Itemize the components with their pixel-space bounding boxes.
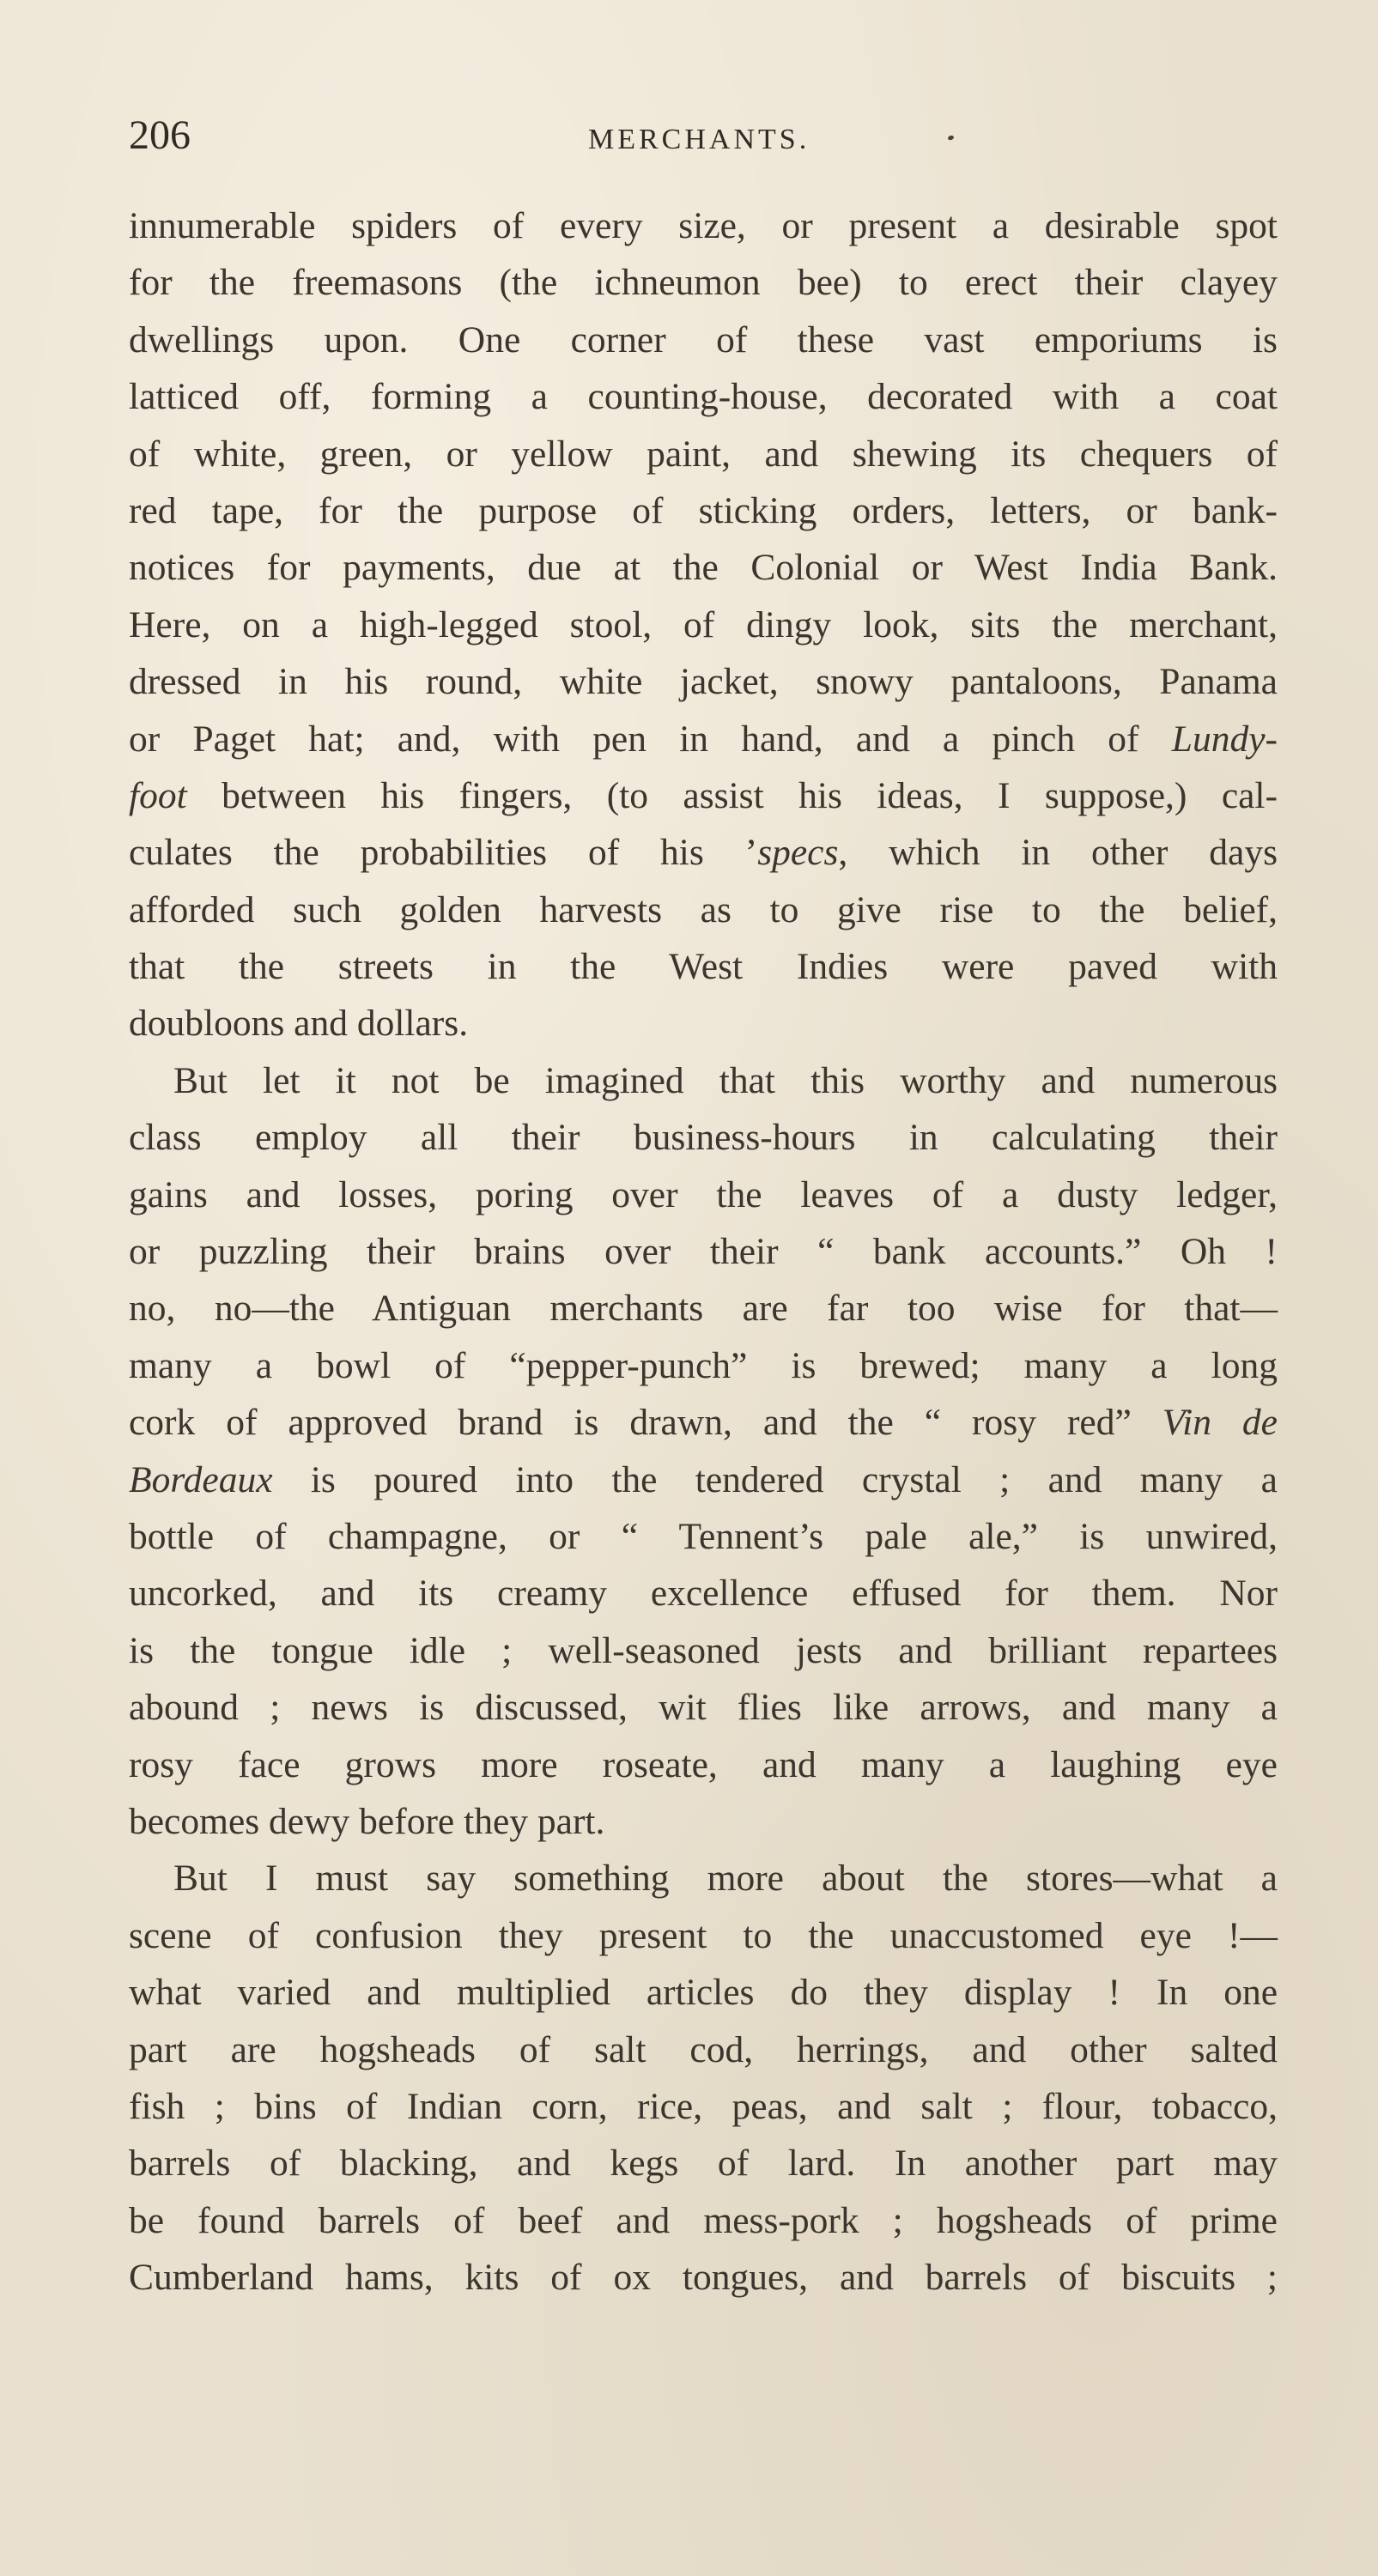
running-head: MERCHANTS. xyxy=(588,124,810,155)
text-line: dressed in his round, white jacket, snowy pantaloons, Panama xyxy=(129,661,1278,703)
text-line: scene of confusion they present to the unaccustomed eye !— xyxy=(129,1914,1278,1956)
text-line: that the streets in the West Indies were paved with xyxy=(129,946,1278,988)
text-line xyxy=(129,1394,1278,1451)
text-line: part are hogsheads of salt cod, herrings, and other salted xyxy=(129,2028,1278,2070)
text-line: red tape, for the purpose of sticking orders, letters, or bank- xyxy=(129,489,1278,531)
text-segment: cork of approved brand is drawn, and the “ rosy red” xyxy=(129,1402,1162,1444)
text-line: or puzzling their brains over their “ bank accounts.” Oh ! xyxy=(129,1231,1278,1273)
text-line: is the tongue idle ; well-seasoned jests and brilliant repartees xyxy=(129,1629,1278,1671)
text-line: barrels of blacking, and kegs of lard. In another part may xyxy=(129,2143,1278,2185)
text-line: what varied and multiplied articles do they display ! In one xyxy=(129,1972,1278,2014)
text-line: be found barrels of beef and mess-pork ; hogsheads of prime xyxy=(129,2199,1278,2241)
italic-word: Lundy- xyxy=(1171,718,1278,760)
text-line: Cumberland hams, kits of ox tongues, and barrels of biscuits ; xyxy=(129,2257,1278,2299)
italic-word: foot xyxy=(129,774,187,816)
paragraph-start-line: But let it not be imagined that this worthy and numerous xyxy=(173,1059,1278,1101)
page-header xyxy=(129,112,1279,172)
text-line: abound ; news is discussed, wit flies like arrows, and many a xyxy=(129,1687,1278,1729)
text-line xyxy=(129,824,1278,881)
text-segment: is poured into the tendered crystal ; and many a xyxy=(272,1458,1278,1500)
text-line: gains and losses, poring over the leaves of a dusty ledger, xyxy=(129,1173,1278,1215)
text-segment: culates the probabilities of his ’ xyxy=(129,832,758,874)
text-line: of white, green, or yellow paint, and shewing its chequers of xyxy=(129,433,1278,475)
text-line: for the freemasons (the ichneumon bee) to erect their clayey xyxy=(129,262,1278,304)
text-line: class employ all their business-hours in calculating their xyxy=(129,1117,1278,1159)
text-line: no, no—the Antiguan merchants are far too wise for that— xyxy=(129,1288,1278,1330)
italic-word: Vin de xyxy=(1162,1402,1278,1444)
paragraph-end-line: doubloons and dollars. xyxy=(129,1003,469,1045)
text-line: bottle of champagne, or “ Tennent’s pale ale,” is unwired, xyxy=(129,1515,1278,1557)
page-number: 206 xyxy=(129,112,191,158)
paragraph-start-line: But I must say something more about the stores—what a xyxy=(173,1858,1278,1900)
text-line: innumerable spiders of every size, or present a desirable spot xyxy=(129,205,1278,246)
italic-word: specs xyxy=(757,832,839,874)
text-line: Here, on a high-legged stool, of dingy look, sits the merchant, xyxy=(129,603,1278,646)
text-segment: , which in other days xyxy=(838,832,1278,874)
text-line: dwellings upon. One corner of these vast emporiums is xyxy=(129,318,1278,361)
text-line: latticed off, forming a counting-house, decorated with a coat xyxy=(129,376,1278,418)
text-line xyxy=(129,1452,1278,1508)
text-line xyxy=(129,711,1278,767)
text-line: many a bowl of “pepper-punch” is brewed; many a long xyxy=(129,1344,1278,1386)
text-segment: or Paget hat; and, with pen in hand, and a pinch of xyxy=(129,718,1172,760)
paragraph-end-line: becomes dewy before they part. xyxy=(129,1800,605,1842)
text-line: rosy face grows more roseate, and many a laughing eye xyxy=(129,1743,1278,1785)
text-segment: between his fingers, (to assist his ideas, I suppose,) cal- xyxy=(186,774,1278,816)
text-line: fish ; bins of Indian corn, rice, peas, and salt ; flour, tobacco, xyxy=(129,2085,1278,2127)
text-line: uncorked, and its creamy excellence effused for them. Nor xyxy=(129,1573,1278,1615)
italic-word: Bordeaux xyxy=(129,1458,273,1500)
text-line: notices for payments, due at the Colonial or West India Bank. xyxy=(129,547,1278,589)
text-line: afforded such golden harvests as to give rise to the belief, xyxy=(129,888,1278,930)
text-line xyxy=(129,767,1278,824)
body-text xyxy=(129,197,1278,2306)
